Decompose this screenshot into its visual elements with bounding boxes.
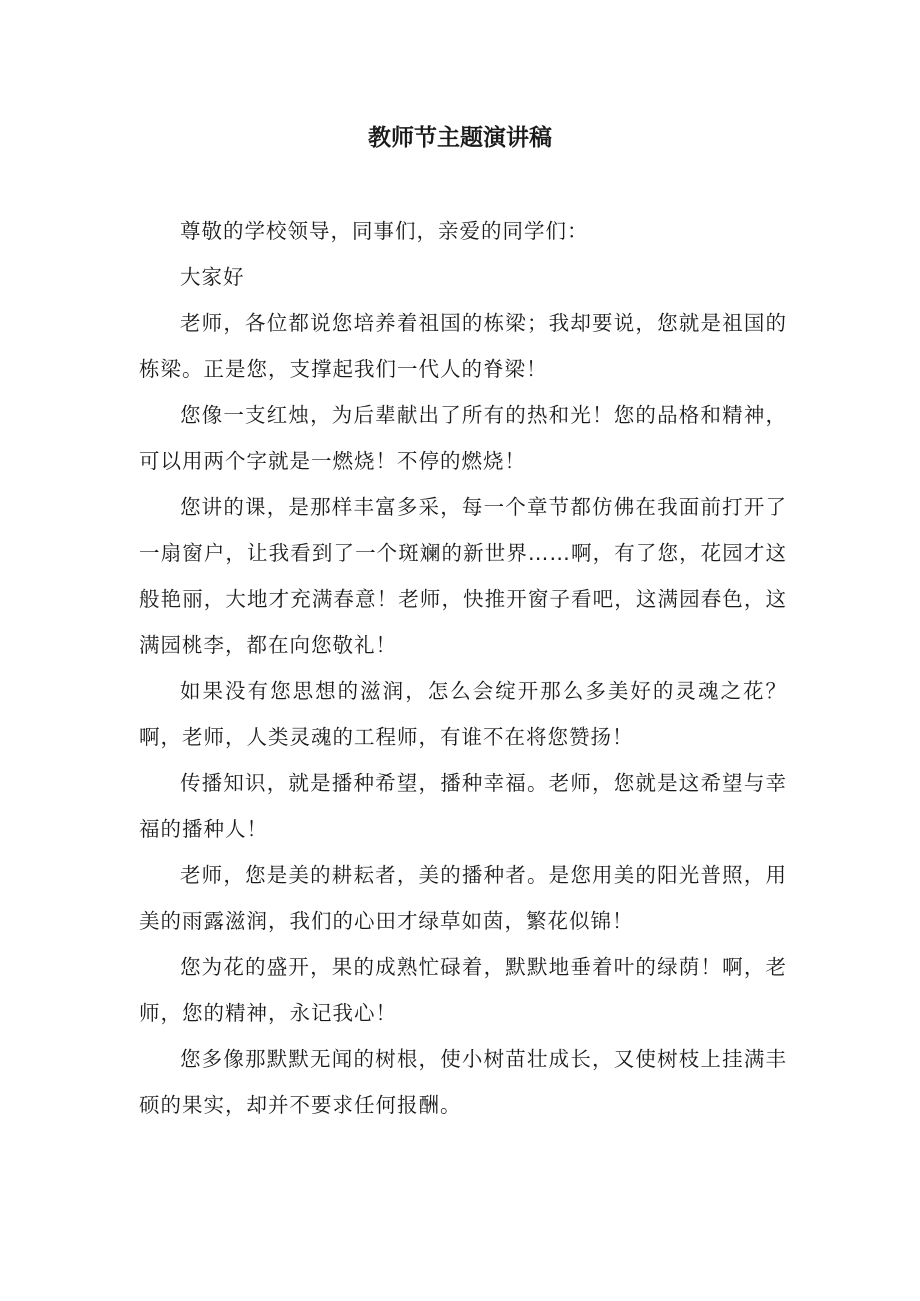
paragraph-flowers: 您为花的盛开，果的成熟忙碌着，默默地垂着叶的绿荫！啊，老师，您的精神，永记我心！ — [139, 955, 787, 1025]
paragraph-knowledge: 传播知识，就是播种希望，播种幸福。老师，您就是这希望与幸福的播种人！ — [139, 771, 787, 841]
paragraph-soul: 如果没有您思想的滋润，怎么会绽开那么多美好的灵魂之花？啊，老师，人类灵魂的工程师，有谁不在将您赞扬！ — [139, 679, 787, 749]
paragraph-roots: 您多像那默默无闻的树根，使小树苗壮成长，又使树枝上挂满丰硕的果实，却并不要求任何报酬。 — [139, 1047, 787, 1117]
document-body — [139, 208, 787, 1128]
paragraph-beauty: 老师，您是美的耕耘者，美的播种者。是您用美的阳光普照，用美的雨露滋润，我们的心田才绿草如茵，繁花似锦！ — [139, 863, 787, 933]
paragraph-lessons: 您讲的课，是那样丰富多采，每一个章节都仿佛在我面前打开了一扇窗户，让我看到了一个斑斓的新世界……啊，有了您，花园才这般艳丽，大地才充满春意！老师，快推开窗子看吧，这满园春色，这满园桃李，都在向您敬礼！ — [139, 495, 787, 657]
paragraph-pillar: 老师，各位都说您培养着祖国的栋梁；我却要说，您就是祖国的栋梁。正是您，支撑起我们一代人的脊梁！ — [139, 311, 787, 381]
paragraph-greeting: 尊敬的学校领导，同事们，亲爱的同学们： — [180, 219, 589, 243]
document-title: 教师节主题演讲稿 — [368, 125, 552, 151]
paragraph-hello: 大家好 — [180, 265, 245, 289]
paragraph-candle: 您像一支红烛，为后辈献出了所有的热和光！您的品格和精神，可以用两个字就是一燃烧！不停的燃烧！ — [139, 403, 787, 473]
